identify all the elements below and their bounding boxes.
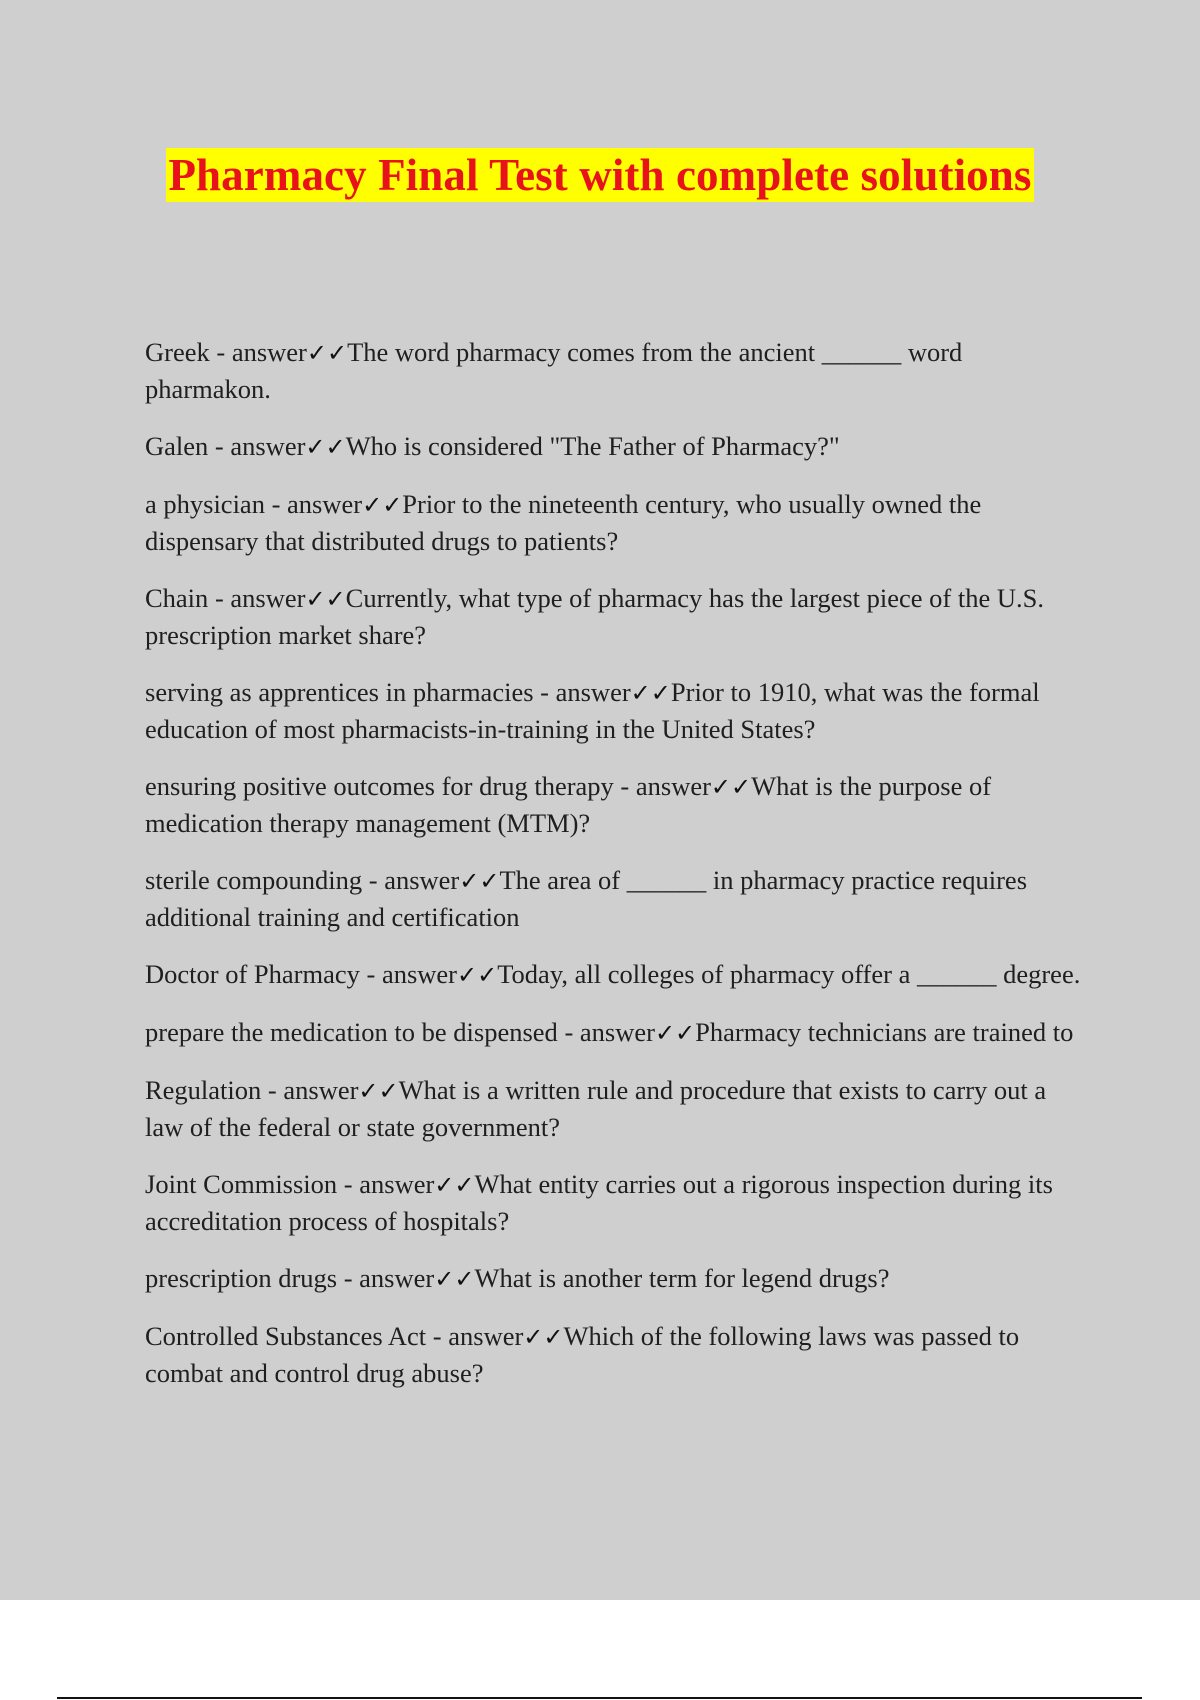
qa-list <box>145 334 1090 1412</box>
question-text: What is the purpose of medication therapy management (MTM)? <box>145 771 992 838</box>
answer-separator: - answer <box>337 1263 435 1293</box>
answer-separator: - answer <box>359 959 457 989</box>
title-container <box>0 148 1200 202</box>
check-icon: ✓✓ <box>362 491 403 519</box>
answer-text: Galen <box>145 431 209 461</box>
check-icon: ✓✓ <box>630 679 671 707</box>
list-item <box>145 768 1090 841</box>
question-text: The area of ______ in pharmacy practice requires additional training and certification <box>145 865 1028 932</box>
question-text: Pharmacy technicians are trained to <box>695 1017 1074 1047</box>
answer-text: Regulation <box>145 1075 262 1105</box>
list-item <box>145 1166 1090 1239</box>
list-item <box>145 1014 1090 1051</box>
list-item <box>145 1318 1090 1391</box>
answer-separator: - answer <box>557 1017 655 1047</box>
list-item <box>145 862 1090 935</box>
check-icon: ✓✓ <box>654 1019 696 1047</box>
check-icon: ✓✓ <box>358 1077 399 1105</box>
list-item <box>145 486 1090 559</box>
answer-text: prepare the medication to be dispensed <box>145 1017 558 1047</box>
list-item <box>145 334 1090 407</box>
answer-text: Doctor of Pharmacy <box>145 959 360 989</box>
question-text: The word pharmacy comes from the ancient ______ word pharmakon. <box>145 337 963 404</box>
check-icon: ✓✓ <box>305 433 346 461</box>
list-item <box>145 428 1090 465</box>
answer-text: Controlled Substances Act <box>145 1321 427 1351</box>
answer-text: serving as apprentices in pharmacies <box>145 677 534 707</box>
answer-separator: - answer <box>362 865 460 895</box>
question-text: What is another term for legend drugs? <box>474 1263 890 1293</box>
answer-text: ensuring positive outcomes for drug therapy <box>145 771 614 801</box>
check-icon: ✓✓ <box>457 961 498 989</box>
answer-separator: - answer <box>209 337 307 367</box>
answer-text: Greek <box>145 337 210 367</box>
check-icon: ✓✓ <box>459 867 500 895</box>
answer-separator: - answer <box>337 1169 435 1199</box>
answer-separator: - answer <box>208 583 306 613</box>
list-item <box>145 674 1090 747</box>
check-icon: ✓✓ <box>434 1171 475 1199</box>
list-item <box>145 1260 1090 1297</box>
answer-text: a physician <box>145 489 265 519</box>
answer-separator: - answer <box>208 431 306 461</box>
question-text: Which of the following laws was passed to combat and control drug abuse? <box>145 1321 1020 1388</box>
question-text: Who is considered "The Father of Pharmacy?" <box>345 431 840 461</box>
list-item <box>145 580 1090 653</box>
answer-separator: - answer <box>426 1321 524 1351</box>
check-icon: ✓✓ <box>434 1265 475 1293</box>
answer-text: sterile compounding <box>145 865 363 895</box>
question-text: Prior to the nineteenth century, who usually owned the dispensary that distributed drugs to patients? <box>145 489 982 556</box>
check-icon: ✓✓ <box>710 773 752 801</box>
document-title: Pharmacy Final Test with complete solutions <box>168 150 1032 200</box>
answer-separator: - answer <box>261 1075 359 1105</box>
answer-text: prescription drugs <box>145 1263 338 1293</box>
check-icon: ✓✓ <box>523 1323 564 1351</box>
question-text: Currently, what type of pharmacy has the largest piece of the U.S. prescription market share? <box>145 583 1045 650</box>
check-icon: ✓✓ <box>306 339 348 367</box>
check-icon: ✓✓ <box>305 585 346 613</box>
question-text: Today, all colleges of pharmacy offer a ______ degree. <box>497 959 1081 989</box>
list-item <box>145 1072 1090 1145</box>
question-text: What entity carries out a rigorous inspection during its accreditation process of hospitals? <box>145 1169 1053 1236</box>
answer-separator: - answer <box>264 489 363 519</box>
footer-divider <box>57 1697 1142 1699</box>
answer-separator: - answer <box>533 677 631 707</box>
question-text: What is a written rule and procedure that exists to carry out a law of the federal or state government? <box>145 1075 1047 1142</box>
question-text: Prior to 1910, what was the formal education of most pharmacists-in-training in the United States? <box>145 677 1040 744</box>
answer-separator: - answer <box>613 771 711 801</box>
answer-text: Chain <box>145 583 209 613</box>
list-item <box>145 956 1090 993</box>
answer-text: Joint Commission <box>145 1169 338 1199</box>
